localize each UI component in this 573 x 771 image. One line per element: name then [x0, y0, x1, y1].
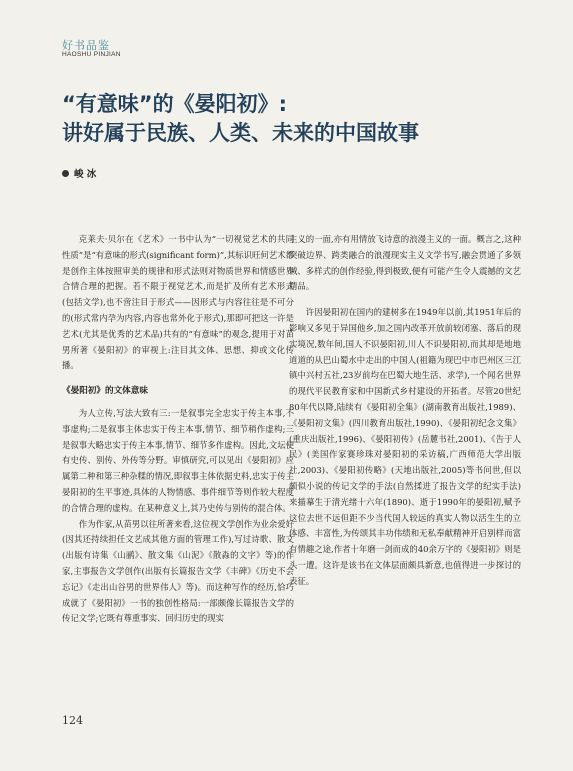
author-byline	[62, 166, 96, 180]
author-name: 峻 冰	[74, 169, 97, 180]
section-heading: 《晏阳初》的文体意味	[62, 386, 148, 397]
paragraph: 许因晏阳初在国内的建树多在1949年以前,其1951年后的影响又多见于异国他乡,加之国内改革开放前较闭塞、落后的现实境况,数年间,国人不识晏阳初,川人不识晏阳初,而其却是地地道道的从巴山蜀水中走出的中国人(祖籍为现巴中市巴州区三江镇中兴村五社,23岁前均在巴蜀大地生活、求学),一个闻名世界的现代平民教育家和中国新式乡村建设的开拓者。尽管20世纪80年代以降,陆续有《晏阳初全集》(湖南教育出版社,1989)、《晏阳初文集》(四川教育出版社,1990)、《晏阳初纪念文集》(重庆出版社,1996)、《晏阳初传》(岳麓书社,2001)、《告于人民》(美国作家赛珍珠对晏阳初的采访稿,广西师范大学出版社,2003)、《晏阳初传略》(天地出版社,2005)等书问世,但以颇似小说的传记文学的手法(自然揉进了报告文学的纪实手法)来描摹生于清光绪十六年(1890)、逝于1990年的晏阳初,赋予这位去世不远但距不少当代国人较远的真实人物以活生生的立体感、丰富性,为传颂其丰功伟绩和无私奉献精神开启别样而富有情趣之途,作者十年磨一剑而成的40余万字的《晏阳初》则是头一遭。这许是该书在文体层面颇具新意,也值得进一步探讨的表征。	[289, 307, 521, 586]
article-title	[62, 90, 522, 148]
bullet-icon	[62, 170, 69, 177]
title-line-1: “有意味”的《晏阳初》:	[62, 92, 288, 116]
column-label: 好书品鉴	[62, 39, 110, 52]
paragraph: 作为作家,从苗男以往所著来看,这位视文学创作为业余爱好(因其还持续担任文艺成其他方面的管理工作),写过诗歌、散文(出版有诗集《山鹂》、散文集《山泥》《散淼的文字》等)的作家,主事报告文学创作(出版有长篇报告文学《丰碑》《历史不会忘记》《走出山谷男的世界伟人》等)。而这种写作的经历,恰巧成就了《晏阳初》一书的独创性格局:一部颇像长篇报告文学的传记文学;它既有尊重事实、回归历史的现实	[62, 518, 294, 624]
right-column	[289, 232, 521, 590]
page-number: 124	[62, 714, 83, 727]
paragraph: 克莱夫·贝尔在《艺术》一书中认为“一切视觉艺术的共同性质”是“有意味的形式(significant form)”,其标识旺何艺术都是创作主体按照审美的规律和形式法则对物质世界和情感世界合情合理的把握。若不限于视觉艺术,而是扩及所有艺术形式(包括文学),也不啻注目于形式——因形式与内容往往是不可分的(形式常内孕为内容,内容也常外化于形式),那即可把这一许是艺术(尤其是优秀的艺术品)共有的“有意味”的观念,提用于对苗男所著《晏阳初》的审视上:注目其文体、思想、抑或文化传播。	[62, 234, 294, 371]
paragraph: 主义的一面,亦有用情放飞诗意的浪漫主义的一面。概言之,这种突破边界、跨类融合的浪漫现实主义文学书写,融会贯通了多领域、多样式的创作经验,得到极致,便有可能产生令人震撼的文艺精品。	[289, 234, 521, 292]
paragraph: 为人立传,写法大致有三:一是叙事完全忠实于传主本事,不事虚构;二是叙事主体忠实于传主本事,情节、细节稍作虚构;三是叙事大略忠实于传主本事,情节、细节多作虚构。因此,文坛便有史传、别传、外传等分野。审慎研究,可以见出《晏阳初》应属第二种和第三种杂糅的情况,即叙事主体依据史料,忠实于传主晏阳初的生平事迹,具体的人物情感、事件细节等则作较大程度的合情合理的虚构。在某种意义上,其乃史传与别传的混合体。	[62, 407, 294, 513]
left-column	[62, 232, 294, 627]
title-line-2: 讲好属于民族、人类、未来的中国故事	[62, 121, 419, 145]
column-label-en: HAOSHU PINJIAN	[62, 51, 121, 58]
